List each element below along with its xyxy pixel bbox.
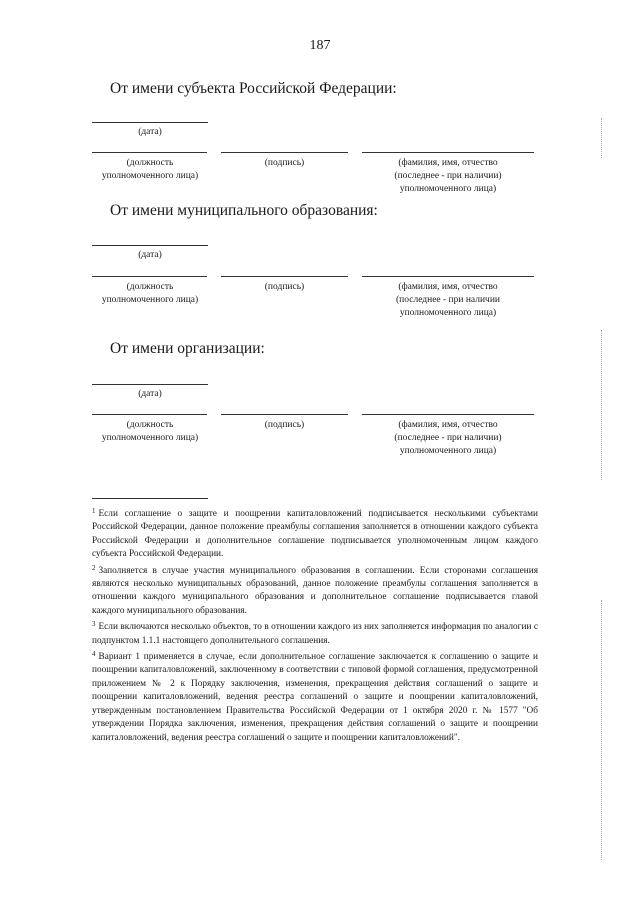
date-line (92, 245, 208, 246)
signature-line (221, 276, 348, 277)
date-caption: (дата) (138, 250, 162, 260)
signature-caption: (подпись) (264, 158, 305, 168)
section-heading-organization: От имени организации: (110, 340, 265, 357)
footnotes (92, 505, 538, 745)
position-caption: (должность уполномоченного лица) (101, 420, 199, 443)
name-line (362, 414, 534, 415)
scan-margin-mark (601, 118, 602, 158)
date-line (92, 122, 208, 123)
page-number: 187 (309, 38, 331, 53)
date-line (92, 384, 208, 385)
position-caption: (должность уполномоченного лица) (101, 158, 199, 181)
name-line (362, 276, 534, 277)
position-line (92, 276, 207, 277)
footnote-separator (92, 498, 208, 499)
signature-caption: (подпись) (264, 282, 305, 292)
name-caption: (фамилия, имя, отчество (последнее - при наличии) уполномоченного лица) (394, 158, 502, 194)
signature-line (221, 414, 348, 415)
section-heading-municipality: От имени муниципального образования: (110, 202, 378, 219)
footnote-2: $^2$ Заполняется в случае участия муниципального образования в соглашении. Если сторонами соглашения являются несколько муниципальных образований, данное положение преамбулы соглашения заполняется в отношении каждого муниципального образования и дополнительное соглашение подписывается главой каждого муниципального образования. (92, 563, 538, 616)
signature-caption: (подпись) (264, 420, 305, 430)
name-line (362, 152, 534, 153)
footnote-1: $^1$ Если соглашение о защите и поощрении капиталовложений подписывается несколькими субъектами Российской Федерации, данное положение преамбулы соглашения заполняется в отношении каждого субъекта Российской Федерации и дополнительное соглашение подписывается уполномоченным лицом каждого субъекта Российской Федерации. (92, 507, 538, 560)
scan-margin-mark (601, 600, 602, 860)
scan-margin-mark (601, 330, 602, 480)
footnote-4: $^4$ Вариант 1 применяется в случае, если дополнительное соглашение заключается к соглашению о защите и поощрении капиталовложений, заключенному в соответствии с типовой формой соглашения, предусмотренной приложением № 2 к Порядку заключения, изменения, прекращения действия соглашений о защите и поощрении капиталовложений, ведения реестра соглашений о защите и поощрении капиталовложений, утвержденным постановлением Правительства Российской Федерации от 1 октября 2020 г. № 1577 "Об утверждении Порядка заключения, изменения, прекращения действия соглашений о защите и поощрении капиталовложений, ведения реестра соглашений о защите и поощрении капиталовложений". (92, 650, 538, 743)
signature-line (221, 152, 348, 153)
footnote-3: $^3$ Если включаются несколько объектов, то в отношении каждого из них заполняется информация по аналогии с подпунктом 1.1.1 настоящего дополнительного соглашения. (92, 620, 538, 646)
name-caption: (фамилия, имя, отчество (последнее - при наличии) уполномоченного лица) (394, 420, 502, 456)
date-caption: (дата) (138, 389, 162, 399)
section-heading-region: От имени субъекта Российской Федерации: (110, 80, 397, 97)
position-line (92, 152, 207, 153)
date-caption: (дата) (138, 127, 162, 137)
name-caption: (фамилия, имя, отчество (последнее - при наличии уполномоченного лица) (396, 282, 500, 318)
position-line (92, 414, 207, 415)
position-caption: (должность уполномоченного лица) (101, 282, 199, 305)
